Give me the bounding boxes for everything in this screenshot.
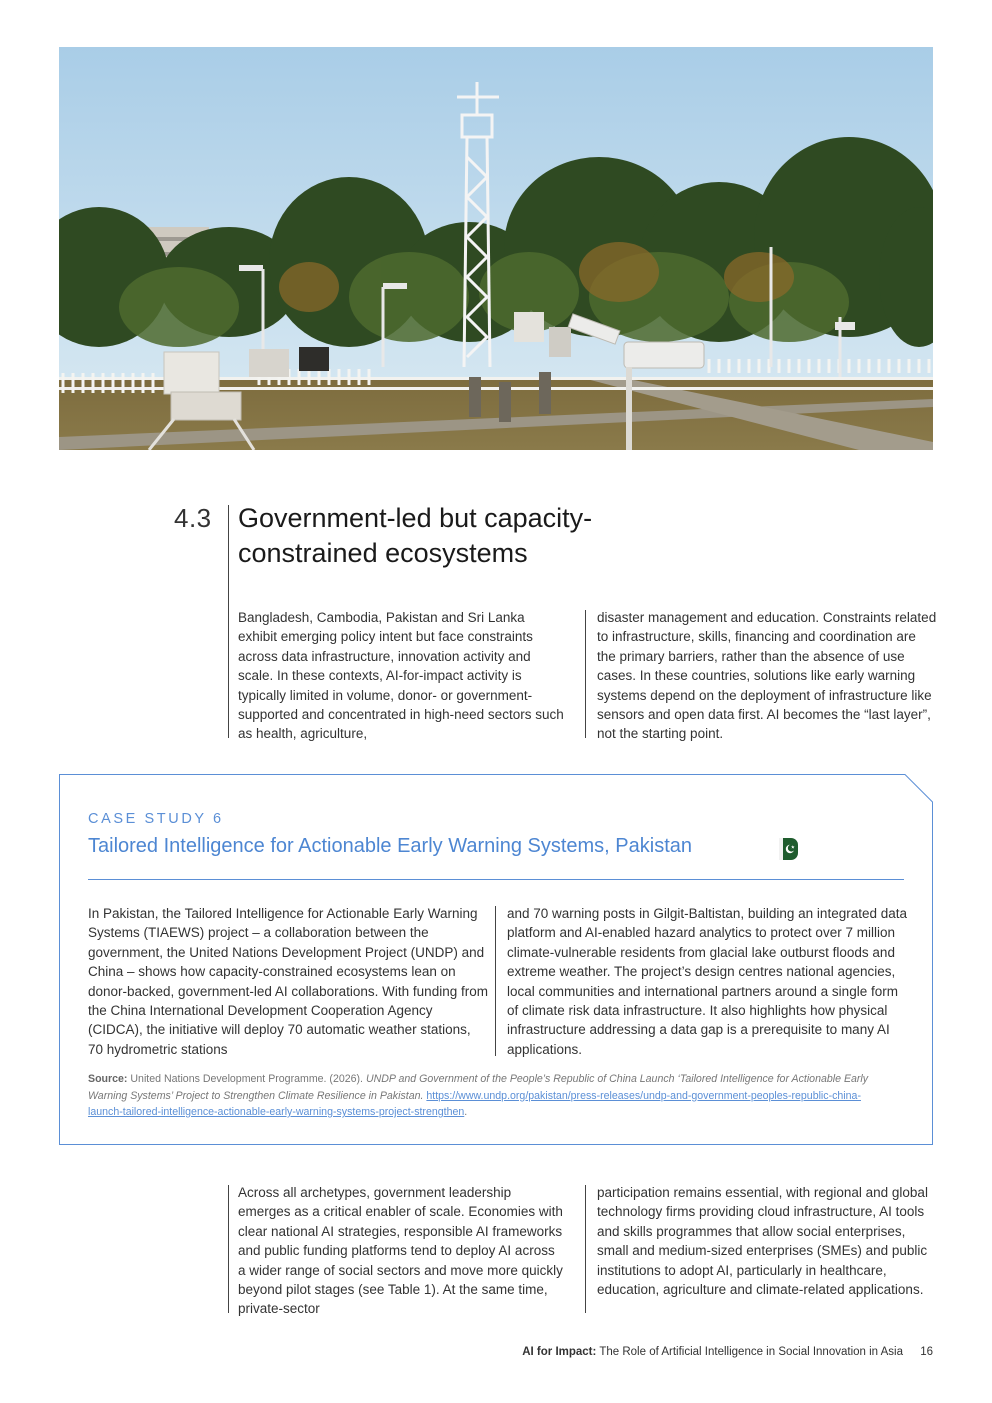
source-text: United Nations Development Programme. (2026). [130,1073,363,1085]
page-footer [522,1346,933,1358]
closing-col-2: participation remains essential, with regional and global technology firms providing cloud infrastructure, AI tools and skills programmes that allow social enterprises, small and medium-sized enterprises (SMEs) and public institutions to adopt AI, particularly in healthcare, education, agriculture and climate-related applications. [597,1185,928,1298]
case-study-col-1: In Pakistan, the Tailored Intelligence for Actionable Early Warning Systems (TIAEWS) project – a collaboration between the government, the United Nations Development Project (UNDP) and China – shows how capacity-constrained ecosystems lean on donor-backed, government-led AI collaborations. With funding from the China International Development Cooperation Agency (CIDCA), the initiative will deploy 70 automatic weather stations, 70 hydrometric stations [88,906,488,1057]
source-label: Source: [88,1073,128,1085]
case-study-source: Source: United Nations Development Programme. (2026). UNDP and Government of the People’s Republic of China Launch ‘Tailored Intelligence for Actionable Early Warning Systems’ Project to Strengthen Climate Resilience in Pakistan. https://www.undp.org/pakistan/press-releases/undp-and-government-peoples-republic-china-launch-tailored-intelligence-actionable-early-warning-systems-project-strengthen. [88,1073,869,1118]
section-divider [228,505,229,738]
section-intro-col-2: disaster management and education. Constraints related to infrastructure, skills, financing and coordination are the primary barriers, rather than the absence of use cases. In these countries, solutions like early warning systems depend on the deployment of infrastructure like sensors and open data first. AI becomes the “last layer”, not the starting point. [597,610,937,742]
case-study-label: CASE STUDY 6 [88,811,224,827]
footer-brand: AI for Impact: [522,1346,597,1358]
hero-photo-weather-station [59,47,933,450]
section-title: Government-led but capacity-constrained ecosystems [238,503,593,568]
column-divider [585,610,586,738]
case-study-col-2: and 70 warning posts in Gilgit-Baltistan, building an integrated data platform and AI-enabled hazard analytics to protect over 7 million climate-vulnerable residents from glacial lake outburst floods and extreme weather. The project’s design centres national agencies, local communities and international partners around a single form of climate risk data infrastructure. It also highlights how physical infrastructure addressing a data gap is a prerequisite to many AI applications. [507,906,908,1057]
closing-col-1: Across all archetypes, government leadership emerges as a critical enabler of scale. Economies with clear national AI strategies, responsible AI frameworks and public funding platforms tend to deploy AI across a wider range of social sectors and move more quickly beyond pilot stages (see Table 1). At the same time, private-sector [238,1185,563,1317]
column-divider [585,1185,586,1313]
page-number: 16 [920,1346,933,1358]
case-study-divider [88,879,904,880]
section-number: 4.3 [174,503,212,533]
footer-title: The Role of Artificial Intelligence in Social Innovation in Asia [599,1346,903,1358]
section-intro-col-1: Bangladesh, Cambodia, Pakistan and Sri Lanka exhibit emerging policy intent but face constraints across data infrastructure, innovation activity and scale. In these contexts, AI-for-impact activity is typically limited in volume, donor- or government-supported and concentrated in high-need sectors such as health, agriculture, [238,610,564,742]
case-study-title: Tailored Intelligence for Actionable Early Warning Systems, Pakistan [88,835,692,857]
source-link[interactable]: https://www.undp.org/pakistan/press-releases/undp-and-government-peoples-republic-china-launch-tailored-intelligence-actionable-early-warning-systems-project-strengthen [88,1089,861,1118]
left-rule [228,1185,229,1313]
source-title: UNDP and Government of the People’s Republic of China Launch ‘Tailored Intelligence for Actionable Early Warning Systems’ Project to Strengthen Climate Resilience in Pakistan. [88,1073,869,1102]
column-divider [495,906,496,1056]
pakistan-flag-icon [779,838,798,860]
